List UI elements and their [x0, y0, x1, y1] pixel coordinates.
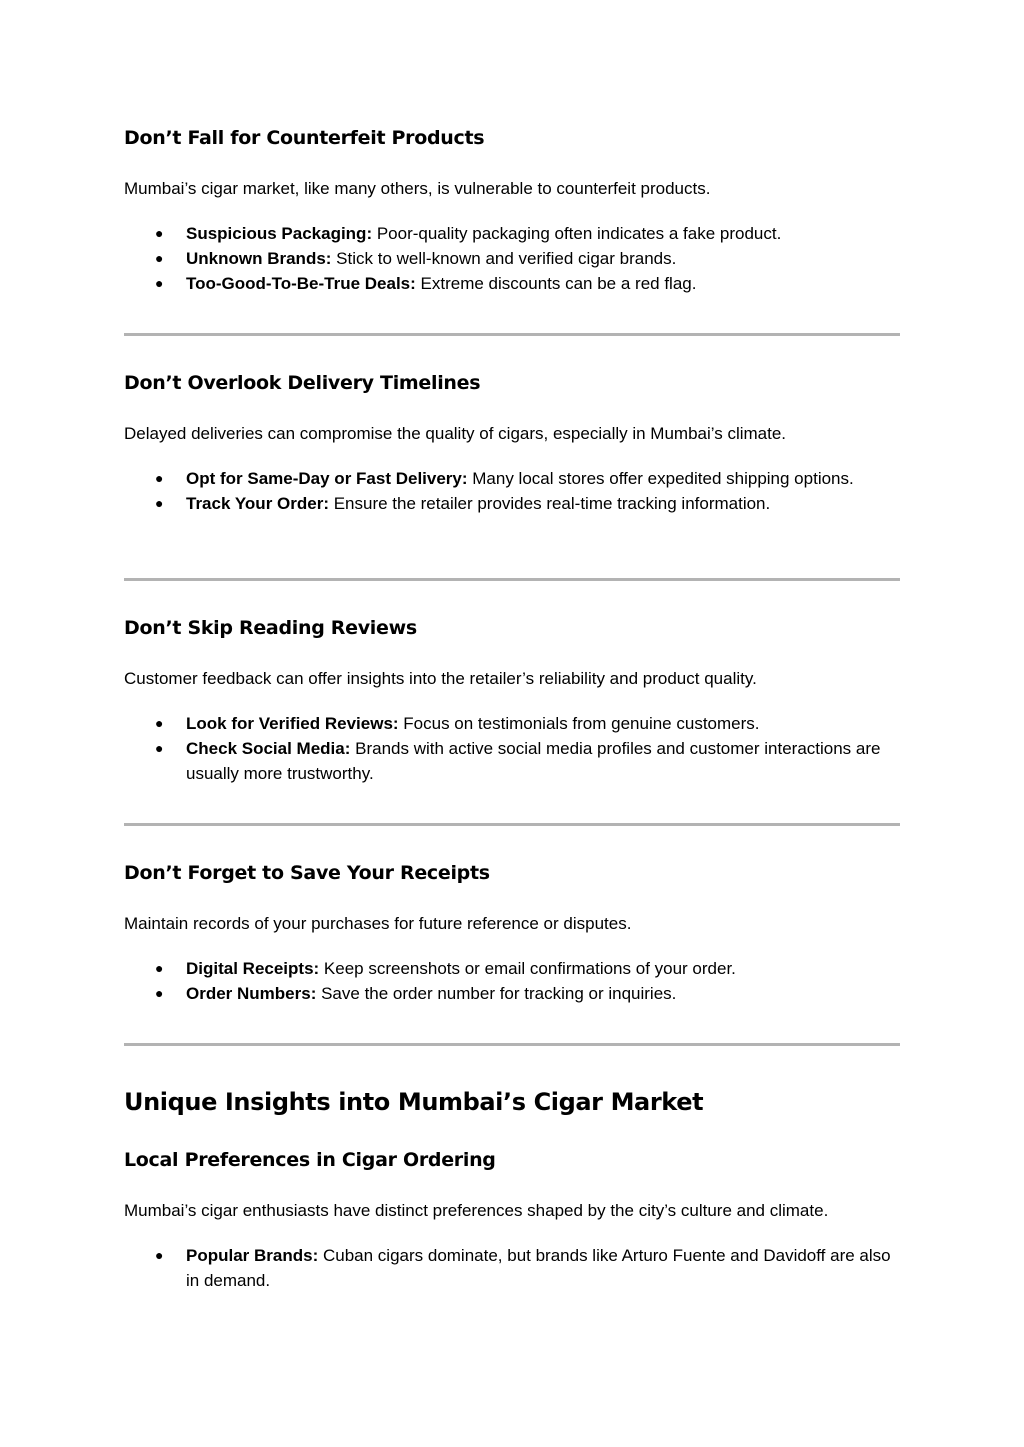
section-heading: Don’t Fall for Counterfeit Products	[124, 127, 485, 149]
bullet-list	[124, 711, 900, 786]
item-text: Many local stores offer expedited shipping options.	[467, 469, 854, 488]
section-intro: Customer feedback can offer insights into the retailer’s reliability and product quality.	[124, 669, 757, 688]
list-item	[124, 221, 900, 246]
item-text: Cuban cigars dominate, but brands like Arturo Fuente and Davidoff are also in demand.	[186, 1246, 891, 1290]
list-item	[124, 491, 900, 516]
bullet-icon: ●	[155, 960, 164, 976]
item-text: Brands with active social media profiles and customer interactions are usually more trustworthy.	[186, 739, 881, 783]
item-label: Look for Verified Reviews:	[186, 714, 399, 733]
insights-title: Unique Insights into Mumbai’s Cigar Market	[124, 1088, 704, 1116]
item-label: Track Your Order:	[186, 494, 329, 513]
item-text: Keep screenshots or email confirmations of your order.	[319, 959, 736, 978]
item-text: Save the order number for tracking or inquiries.	[316, 984, 677, 1003]
item-text: Extreme discounts can be a red flag.	[415, 274, 697, 293]
list-item	[124, 711, 900, 736]
item-text: Poor-quality packaging often indicates a fake product.	[372, 224, 782, 243]
bullet-icon: ●	[155, 495, 164, 511]
item-label: Digital Receipts:	[186, 959, 320, 978]
list-item	[124, 981, 900, 1006]
bullet-icon: ●	[155, 1247, 164, 1263]
bullet-icon: ●	[155, 275, 164, 291]
item-label: Check Social Media:	[186, 739, 351, 758]
section-save-receipts	[124, 860, 900, 1006]
item-label: Unknown Brands:	[186, 249, 332, 268]
list-item	[124, 466, 900, 491]
bullet-icon: ●	[155, 470, 164, 486]
bullet-icon: ●	[155, 250, 164, 266]
list-item	[124, 736, 900, 786]
item-text: Focus on testimonials from genuine customers.	[398, 714, 760, 733]
insights-subheading: Local Preferences in Cigar Ordering	[124, 1149, 496, 1171]
section-intro: Mumbai’s cigar market, like many others, is vulnerable to counterfeit products.	[124, 179, 711, 198]
section-unique-insights	[124, 1086, 900, 1293]
divider	[124, 823, 900, 826]
section-intro: Delayed deliveries can compromise the quality of cigars, especially in Mumbai’s climate.	[124, 424, 787, 443]
divider	[124, 333, 900, 336]
item-label: Too-Good-To-Be-True Deals:	[186, 274, 416, 293]
list-item	[124, 956, 900, 981]
bullet-icon: ●	[155, 225, 164, 241]
bullet-list	[124, 956, 900, 1006]
section-heading: Don’t Skip Reading Reviews	[124, 617, 417, 639]
bullet-icon: ●	[155, 740, 164, 756]
insights-intro: Mumbai’s cigar enthusiasts have distinct preferences shaped by the city’s culture and climate.	[124, 1201, 829, 1220]
section-heading: Don’t Overlook Delivery Timelines	[124, 372, 481, 394]
list-item	[124, 271, 900, 296]
item-label: Popular Brands:	[186, 1246, 319, 1265]
divider	[124, 1043, 900, 1046]
section-intro: Maintain records of your purchases for future reference or disputes.	[124, 914, 632, 933]
item-text: Ensure the retailer provides real-time tracking information.	[328, 494, 771, 513]
section-counterfeit-products	[124, 125, 900, 296]
bullet-icon: ●	[155, 715, 164, 731]
bullet-list	[124, 221, 900, 296]
list-item	[124, 1243, 900, 1293]
section-delivery-timelines	[124, 370, 900, 516]
item-text: Stick to well-known and verified cigar brands.	[331, 249, 677, 268]
bullet-list	[124, 1243, 900, 1293]
bullet-icon: ●	[155, 985, 164, 1001]
item-label: Suspicious Packaging:	[186, 224, 373, 243]
item-label: Opt for Same-Day or Fast Delivery:	[186, 469, 468, 488]
divider	[124, 578, 900, 581]
item-label: Order Numbers:	[186, 984, 317, 1003]
bullet-list	[124, 466, 900, 516]
list-item	[124, 246, 900, 271]
section-heading: Don’t Forget to Save Your Receipts	[124, 862, 490, 884]
section-reading-reviews	[124, 615, 900, 786]
